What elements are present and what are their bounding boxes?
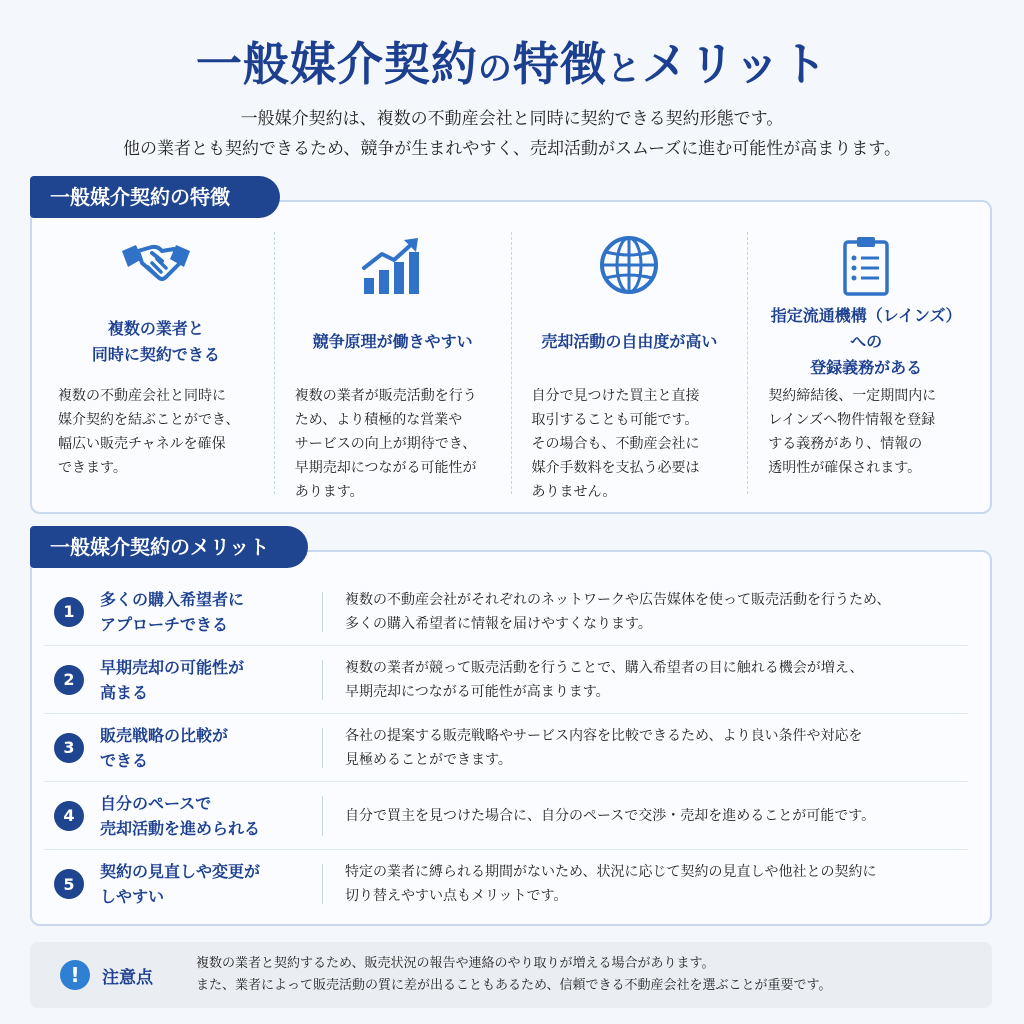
exclamation-icon: !: [60, 960, 90, 990]
feature-title: 指定流通機構（レインズ）への 登録義務がある: [770, 306, 962, 377]
features-row: [38, 232, 984, 500]
merit-divider: [322, 592, 323, 632]
merit-desc: 特定の業者に縛られる期間がないため、状況に応じて契約の見直しや他社との契約に 切り替えやすい点もメリットです。: [345, 864, 877, 904]
title-end: メリット: [641, 37, 829, 91]
merit-number-badge: 4: [54, 801, 84, 831]
merit-desc: 複数の業者が競って販売活動を行うことで、購入希望者の目に触れる機会が増え、 早期売却につながる可能性が高まります。: [345, 659, 864, 700]
merit-divider: [322, 864, 323, 904]
merits-list: [44, 578, 968, 918]
feature-desc: 複数の不動産会社と同時に 媒介契約を結ぶことができ、 幅広い販売チャネルを確保 できます。: [58, 388, 240, 476]
globe-icon: [530, 232, 730, 298]
title-particle-2: と: [606, 49, 642, 89]
feature-title: 売却活動の自由度が高い: [541, 332, 718, 351]
intro-text: [0, 104, 1024, 164]
merit-number-badge: 2: [54, 665, 84, 695]
clipboard-icon: [766, 232, 966, 298]
feature-card-1: [38, 232, 274, 494]
merit-title: 契約の見直しや変更が しやすい: [100, 862, 261, 906]
feature-desc: 複数の業者が販売活動を行う ため、より積極的な営業や サービスの向上が期待でき、 早期売却につながる可能性が あります。: [294, 388, 477, 500]
feature-desc: 契約締結後、一定期間内に レインズへ物件情報を登録 する義務があり、情報の 透明性が確保されます。: [768, 388, 937, 476]
notice-box: [30, 942, 992, 1008]
merit-row-3: [44, 714, 968, 782]
title-middle: 特徴: [512, 37, 607, 91]
handshake-icon: [56, 232, 256, 298]
feature-title: 複数の業者と 同時に契約できる: [91, 319, 220, 364]
merit-row-4: [44, 782, 968, 850]
intro-line-1: 一般媒介契約は、複数の不動産会社と同時に契約できる契約形態です。: [240, 109, 784, 129]
merit-title: 早期売却の可能性が 高まる: [100, 657, 245, 702]
merit-number-badge: 5: [54, 869, 84, 899]
merit-number-badge: 3: [54, 733, 84, 763]
growth-chart-icon: [293, 232, 493, 298]
page-title: [0, 28, 1024, 94]
merit-title: 多くの購入希望者に アプローチできる: [100, 589, 245, 634]
notice-text: 複数の業者と契約するため、販売状況の報告や連絡のやり取りが増える場合があります。 また、業者によって販売活動の質に差が出ることもあるため、信頼できる不動産会社を選ぶことが重要です。: [196, 956, 832, 993]
merit-title: 販売戦略の比較が できる: [100, 725, 229, 770]
merit-desc: 自分で買主を見つけた場合に、自分のペースで交渉・売却を進めることが可能です。: [345, 807, 876, 824]
feature-card-2: [274, 232, 511, 500]
feature-card-3: [511, 232, 748, 500]
merit-row-5: [44, 850, 968, 918]
merit-number-badge: 1: [54, 597, 84, 627]
merit-divider: [322, 728, 323, 768]
merit-divider: [322, 660, 323, 700]
title-particle-1: の: [477, 49, 513, 89]
feature-card-4: [747, 232, 984, 494]
merit-title: 自分のペースで 売却活動を進められる: [100, 793, 261, 838]
merit-row-1: [44, 578, 968, 646]
feature-title: 競争原理が働きやすい: [312, 332, 473, 351]
merit-divider: [322, 796, 323, 836]
merits-section-label: 一般媒介契約のメリット: [30, 526, 308, 568]
notice-label: 注意点: [102, 967, 153, 988]
merit-desc: 各社の提案する販売戦略やサービス内容を比較できるため、より良い条件や対応を 見極めることができます。: [345, 727, 863, 768]
title-main: 一般媒介契約: [195, 37, 478, 91]
feature-desc: 自分で見つけた買主と直接 取引することも可能です。 その場合も、不動産会社に 媒介手数料を支払う必要は ありません。: [531, 388, 700, 500]
intro-line-2: 他の業者とも契約できるため、競争が生まれやすく、売却活動がスムーズに進む可能性が高まります。: [123, 139, 901, 159]
features-section-label: 一般媒介契約の特徴: [30, 176, 280, 218]
merit-row-2: [44, 646, 968, 714]
merit-desc: 複数の不動産会社がそれぞれのネットワークや広告媒体を使って販売活動を行うため、 多くの購入希望者に情報を届けやすくなります。: [345, 591, 891, 632]
